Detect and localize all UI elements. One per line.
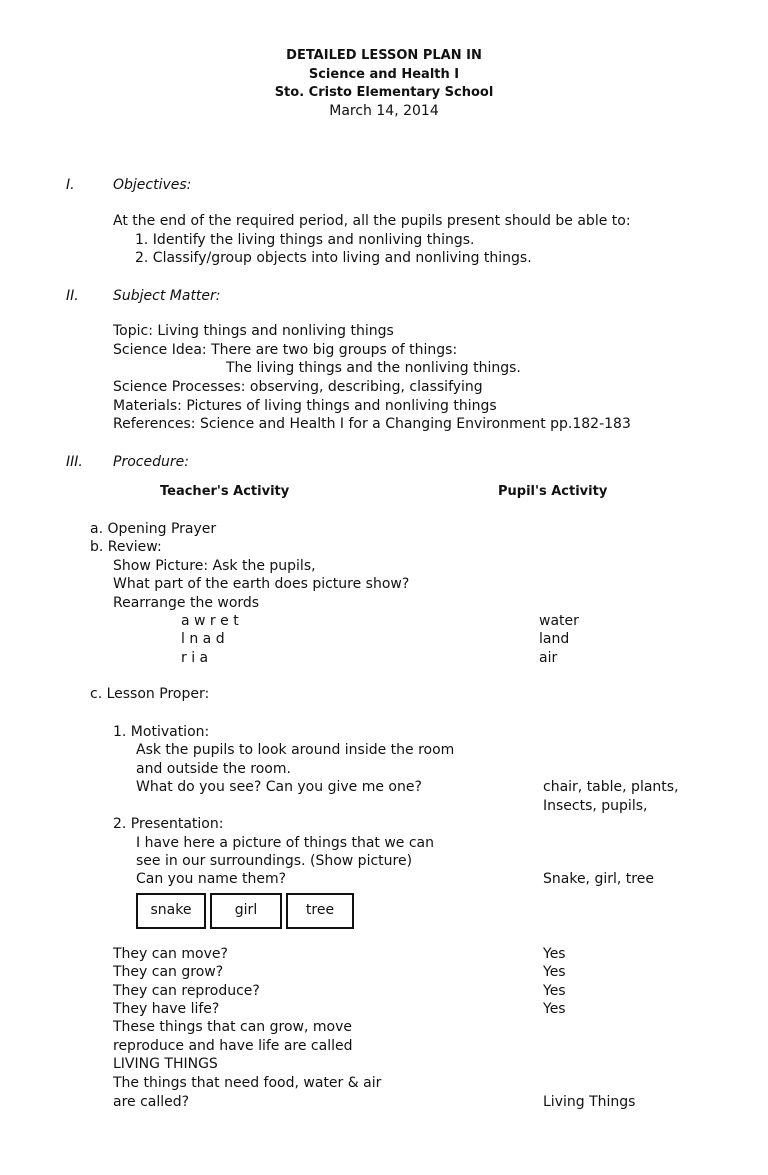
subject-references: References: Science and Health I for a Changing Environment pp.182-183 <box>113 416 631 432</box>
scrambled-word: r i a <box>181 650 209 666</box>
closing-answer: Living Things <box>543 1094 636 1110</box>
closing-line: are called? <box>113 1094 190 1110</box>
subject-processes: Science Processes: observing, describing, classifying <box>113 379 483 395</box>
presentation-line: Can you name them? <box>136 871 287 887</box>
review-line: What part of the earth does picture show? <box>113 576 410 592</box>
objective-item: 2. Classify/group objects into living and nonliving things. <box>135 250 532 266</box>
objectives-intro: At the end of the required period, all the pupils present should be able to: <box>113 213 631 229</box>
objective-item: 1. Identify the living things and nonliving things. <box>135 232 475 248</box>
document-date: March 14, 2014 <box>329 103 439 119</box>
question-answer: Yes <box>543 946 566 962</box>
closing-line: These things that can grow, move <box>113 1019 352 1035</box>
presentation-heading: 2. Presentation: <box>113 816 224 832</box>
section-numeral-objectives: I. <box>66 177 75 193</box>
motivation-line: Ask the pupils to look around inside the room <box>136 742 455 758</box>
pupil-activity-header: Pupil's Activity <box>498 484 608 499</box>
school-name: Sto. Cristo Elementary School <box>274 85 494 100</box>
lesson-proper-heading: c. Lesson Proper: <box>90 686 210 702</box>
question-answer: Yes <box>543 1001 566 1017</box>
teacher-activity-header: Teacher's Activity <box>160 484 290 499</box>
motivation-answer: Insects, pupils, <box>543 798 648 814</box>
scrambled-word: l n a d <box>181 631 225 647</box>
review-heading: b. Review: <box>90 539 162 555</box>
subject-topic: Topic: Living things and nonliving things <box>113 323 394 339</box>
scrambled-answer: land <box>539 631 570 647</box>
section-numeral-procedure: III. <box>66 454 83 470</box>
motivation-answer: chair, table, plants, <box>543 779 679 795</box>
motivation-line: and outside the room. <box>136 761 291 777</box>
closing-line: The things that need food, water & air <box>113 1075 382 1091</box>
closing-line: LIVING THINGS <box>113 1056 218 1072</box>
review-line: Show Picture: Ask the pupils, <box>113 558 316 574</box>
question-line: They can reproduce? <box>113 983 260 999</box>
picture-box-girl: girl <box>210 893 282 929</box>
scrambled-answer: air <box>539 650 558 666</box>
subject-science-idea: Science Idea: There are two big groups of things: <box>113 342 458 358</box>
presentation-answer: Snake, girl, tree <box>543 871 654 887</box>
subject-materials: Materials: Pictures of living things and nonliving things <box>113 398 497 414</box>
question-line: They can move? <box>113 946 228 962</box>
motivation-heading: 1. Motivation: <box>113 724 210 740</box>
presentation-line: see in our surroundings. (Show picture) <box>136 853 413 869</box>
section-numeral-subject-matter: II. <box>66 288 79 304</box>
closing-line: reproduce and have life are called <box>113 1038 353 1054</box>
document-title: DETAILED LESSON PLAN IN <box>286 48 482 63</box>
presentation-line: I have here a picture of things that we can <box>136 835 434 851</box>
opening-prayer: a. Opening Prayer <box>90 521 217 537</box>
question-line: They have life? <box>113 1001 220 1017</box>
picture-box-tree: tree <box>286 893 354 929</box>
document-subject: Science and Health I <box>308 67 460 82</box>
scrambled-answer: water <box>539 613 579 629</box>
section-heading-objectives: Objectives: <box>113 177 192 193</box>
question-answer: Yes <box>543 983 566 999</box>
section-heading-procedure: Procedure: <box>113 454 189 470</box>
question-answer: Yes <box>543 964 566 980</box>
subject-science-idea-cont: The living things and the nonliving things. <box>226 360 521 376</box>
scrambled-word: a w r e t <box>181 613 239 629</box>
question-line: They can grow? <box>113 964 224 980</box>
picture-box-snake: snake <box>136 893 206 929</box>
motivation-line: What do you see? Can you give me one? <box>136 779 422 795</box>
section-heading-subject-matter: Subject Matter: <box>113 288 221 304</box>
review-line: Rearrange the words <box>113 595 260 611</box>
